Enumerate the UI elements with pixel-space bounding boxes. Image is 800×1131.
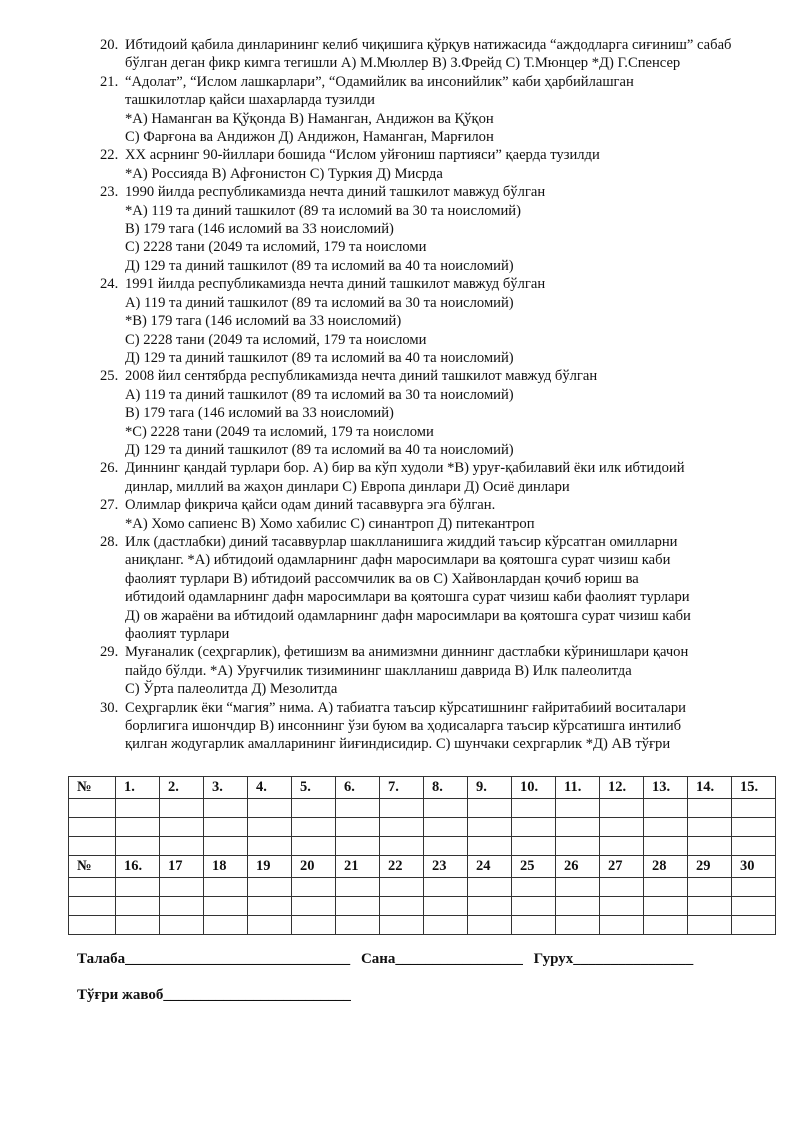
answer-cell[interactable] bbox=[600, 818, 644, 837]
answer-cell[interactable] bbox=[69, 897, 116, 916]
question-line: Диннинг қандай турлари бор. А) бир ва кўп худоли *В) уруғ-қабилавий ёки илк ибтидоий bbox=[125, 460, 685, 477]
question-number-cell: 5. bbox=[292, 777, 336, 799]
question-line: А) 119 та диний ташкилот (89 та исломий ва 30 та ноисломий) bbox=[125, 386, 514, 403]
answer-cell[interactable] bbox=[468, 916, 512, 935]
answer-cell[interactable] bbox=[336, 837, 380, 856]
answer-cell[interactable] bbox=[336, 818, 380, 837]
question-line: *А) Хомо сапиенс В) Хомо хабилис С) синантроп Д) питекантроп bbox=[125, 515, 535, 532]
answer-cell[interactable] bbox=[336, 799, 380, 818]
question-line: В) 179 тага (146 исломий ва 33 ноисломий) bbox=[125, 221, 394, 238]
question-number-cell: 22 bbox=[380, 856, 424, 878]
question-number-cell: 17 bbox=[160, 856, 204, 878]
answer-cell[interactable] bbox=[688, 799, 732, 818]
answer-cell[interactable] bbox=[336, 878, 380, 897]
answer-cell[interactable] bbox=[556, 837, 600, 856]
answer-cell[interactable] bbox=[204, 837, 248, 856]
answer-cell[interactable] bbox=[556, 897, 600, 916]
answer-cell[interactable] bbox=[160, 799, 204, 818]
answer-cell[interactable] bbox=[380, 897, 424, 916]
question-number-cell: 18 bbox=[204, 856, 248, 878]
answer-cell[interactable] bbox=[556, 916, 600, 935]
question-line: *А) Наманган ва Қўқонда В) Наманган, Андижон ва Қўқон bbox=[125, 110, 494, 127]
answer-cell[interactable] bbox=[380, 799, 424, 818]
answer-cell[interactable] bbox=[336, 897, 380, 916]
question-item bbox=[100, 36, 760, 73]
question-number-cell: 12. bbox=[600, 777, 644, 799]
question-text bbox=[125, 36, 760, 73]
question-number-cell: 14. bbox=[688, 777, 732, 799]
answer-row bbox=[69, 837, 776, 856]
question-number: 21. bbox=[100, 73, 119, 90]
answer-cell[interactable] bbox=[644, 897, 688, 916]
answer-cell[interactable] bbox=[292, 916, 336, 935]
answer-cell[interactable] bbox=[600, 897, 644, 916]
question-number-cell: 24 bbox=[468, 856, 512, 878]
answer-cell[interactable] bbox=[424, 818, 468, 837]
question-number-cell: 13. bbox=[644, 777, 688, 799]
question-number: 24. bbox=[100, 276, 119, 293]
answer-cell[interactable] bbox=[600, 837, 644, 856]
question-line: Олимлар фикрича қайси одам диний тасаввурга эга бўлган. bbox=[125, 497, 496, 514]
answer-cell[interactable] bbox=[248, 799, 292, 818]
answer-cell[interactable] bbox=[732, 818, 776, 837]
answer-row bbox=[69, 818, 776, 837]
question-line: аниқланг. *А) ибтидоий одамларнинг дафн маросимлари ва қоятошга сурат чизиш каби bbox=[125, 552, 671, 569]
answer-cell[interactable] bbox=[468, 878, 512, 897]
answer-cell[interactable] bbox=[160, 837, 204, 856]
question-text bbox=[125, 643, 760, 698]
answer-cell[interactable] bbox=[424, 837, 468, 856]
answer-cell[interactable] bbox=[292, 818, 336, 837]
answer-cell[interactable] bbox=[116, 799, 160, 818]
question-number-cell: 10. bbox=[512, 777, 556, 799]
question-line: *А) Россияда В) Афғонистон С) Туркия Д) Мисрда bbox=[125, 165, 443, 182]
answer-cell[interactable] bbox=[424, 878, 468, 897]
answer-cell[interactable] bbox=[688, 878, 732, 897]
question-text bbox=[125, 459, 760, 496]
question-number-cell: 27 bbox=[600, 856, 644, 878]
answer-cell[interactable] bbox=[688, 837, 732, 856]
question-item bbox=[100, 643, 760, 698]
question-number-cell: 7. bbox=[380, 777, 424, 799]
answer-cell[interactable] bbox=[732, 799, 776, 818]
correct-answers-field[interactable]: Тўғри жавоб_________________________ bbox=[77, 987, 351, 1003]
question-line: С) Ўрта палеолитда Д) Мезолитда bbox=[125, 681, 338, 698]
answer-cell[interactable] bbox=[160, 897, 204, 916]
question-line: бўлган деган фикр кимга тегишли А) М.Мюллер В) З.Фрейд С) Т.Мюнцер *Д) Г.Спенсер bbox=[125, 55, 681, 72]
answer-cell[interactable] bbox=[732, 897, 776, 916]
question-line: 1991 йилда республикамизда нечта диний ташкилот мавжуд бўлган bbox=[125, 276, 546, 293]
question-line: Д) 129 та диний ташкилот (89 та исломий ва 40 та ноисломий) bbox=[125, 257, 514, 274]
number-sign-cell: № bbox=[69, 856, 116, 878]
question-line: 1990 йилда республикамизда нечта диний ташкилот мавжуд бўлган bbox=[125, 184, 546, 201]
question-number-cell: 11. bbox=[556, 777, 600, 799]
question-line: қилган жодугарлик амалларининг йиғиндисидир. С) шунчаки сехргарлик *Д) АВ тўғри bbox=[125, 736, 671, 753]
answer-cell[interactable] bbox=[512, 818, 556, 837]
answer-cell[interactable] bbox=[69, 916, 116, 935]
question-item bbox=[100, 699, 760, 754]
question-number: 30. bbox=[100, 699, 119, 716]
group-field[interactable]: Гурух________________ bbox=[533, 951, 694, 967]
question-number: 23. bbox=[100, 184, 119, 201]
answer-header-row bbox=[69, 856, 776, 878]
answer-cell[interactable] bbox=[688, 818, 732, 837]
question-number: 29. bbox=[100, 644, 119, 661]
question-text bbox=[125, 699, 760, 754]
question-line: “Адолат”, “Ислом лашкарлари”, “Одамийлик ва инсонийлик” каби ҳарбийлашган bbox=[125, 73, 634, 90]
answer-cell[interactable] bbox=[116, 837, 160, 856]
question-number-cell: 15. bbox=[732, 777, 776, 799]
answer-cell[interactable] bbox=[380, 916, 424, 935]
answer-cell[interactable] bbox=[160, 878, 204, 897]
question-number: 20. bbox=[100, 37, 119, 53]
answer-cell[interactable] bbox=[292, 837, 336, 856]
answer-cell[interactable] bbox=[512, 837, 556, 856]
answer-cell[interactable] bbox=[69, 878, 116, 897]
question-number: 27. bbox=[100, 497, 119, 514]
answer-cell[interactable] bbox=[380, 837, 424, 856]
answer-cell[interactable] bbox=[248, 878, 292, 897]
answer-cell[interactable] bbox=[204, 818, 248, 837]
question-number-cell: 16. bbox=[116, 856, 160, 878]
question-line: ташкилотлар қайси шахарларда тузилди bbox=[125, 92, 375, 109]
answer-cell[interactable] bbox=[160, 818, 204, 837]
date-field[interactable]: Сана_________________ bbox=[360, 951, 523, 967]
question-line: С) Фарғона ва Андижон Д) Андижон, Наманган, Марғилон bbox=[125, 129, 494, 146]
answer-cell[interactable] bbox=[380, 878, 424, 897]
answer-row bbox=[69, 799, 776, 818]
question-number-cell: 29 bbox=[688, 856, 732, 878]
answer-cell[interactable] bbox=[69, 818, 116, 837]
answer-cell[interactable] bbox=[248, 837, 292, 856]
answer-cell[interactable] bbox=[732, 916, 776, 935]
question-item bbox=[100, 275, 760, 367]
answer-cell[interactable] bbox=[644, 818, 688, 837]
question-number-cell: 26 bbox=[556, 856, 600, 878]
answer-cell[interactable] bbox=[424, 897, 468, 916]
question-number: 28. bbox=[100, 533, 119, 550]
answer-cell[interactable] bbox=[688, 897, 732, 916]
question-line: фаолият турлари bbox=[125, 626, 230, 642]
question-line: *В) 179 тага (146 исломий ва 33 ноисломий) bbox=[125, 313, 402, 330]
question-item bbox=[100, 146, 760, 183]
question-line: Д) 129 та диний ташкилот (89 та исломий ва 40 та ноисломий) bbox=[125, 349, 514, 366]
question-number-cell: 20 bbox=[292, 856, 336, 878]
question-number: 22. bbox=[100, 147, 119, 164]
question-number-cell: 6. bbox=[336, 777, 380, 799]
question-line: Д) 129 та диний ташкилот (89 та исломий ва 40 та ноисломий) bbox=[125, 441, 514, 458]
question-line: пайдо бўлди. *А) Уруғчилик тизимининг шаклланиш даврида В) Илк палеолитда bbox=[125, 662, 632, 679]
answer-cell[interactable] bbox=[204, 897, 248, 916]
answer-cell[interactable] bbox=[424, 916, 468, 935]
answer-cell[interactable] bbox=[468, 818, 512, 837]
answer-cell[interactable] bbox=[512, 897, 556, 916]
answer-cell[interactable] bbox=[600, 878, 644, 897]
question-line: Сеҳргарлик ёки “магия” нима. А) табиатга таъсир кўрсатишнинг ғайритабиий воситалари bbox=[125, 699, 686, 716]
answer-cell[interactable] bbox=[644, 799, 688, 818]
question-item bbox=[100, 367, 760, 459]
answer-row bbox=[69, 916, 776, 935]
question-line: Муғаналик (сеҳргарлик), фетишизм ва анимизмни диннинг дастлабки кўринишлари қачон bbox=[125, 644, 689, 661]
question-number-cell: 8. bbox=[424, 777, 468, 799]
answer-cell[interactable] bbox=[468, 897, 512, 916]
question-item bbox=[100, 183, 760, 275]
answer-row bbox=[69, 897, 776, 916]
answer-cell[interactable] bbox=[204, 878, 248, 897]
question-number-cell: 1. bbox=[116, 777, 160, 799]
answer-grid bbox=[68, 776, 776, 935]
answer-cell[interactable] bbox=[292, 878, 336, 897]
answer-cell[interactable] bbox=[204, 799, 248, 818]
answer-cell[interactable] bbox=[292, 897, 336, 916]
answer-cell[interactable] bbox=[204, 916, 248, 935]
answer-cell[interactable] bbox=[512, 799, 556, 818]
student-field[interactable]: Талаба______________________________ bbox=[77, 951, 351, 967]
answer-cell[interactable] bbox=[336, 916, 380, 935]
question-text bbox=[125, 275, 760, 367]
question-line: 2008 йил сентябрда республикамизда нечта диний ташкилот мавжуд бўлган bbox=[125, 368, 598, 385]
question-number: 26. bbox=[100, 460, 119, 477]
question-line: *С) 2228 тани (2049 та исломий, 179 та ноисломи bbox=[125, 423, 434, 440]
question-line: борлигига ишончдир В) инсоннинг ўзи буюм ва ҳодисаларга таъсир кўрсатишга интилиб bbox=[125, 718, 682, 735]
question-number-cell: 21 bbox=[336, 856, 380, 878]
answer-row bbox=[69, 878, 776, 897]
answer-cell[interactable] bbox=[116, 818, 160, 837]
question-line: фаолият турлари В) ибтидоий рассомчилик ва ов С) Хайвонлардан қочиб юриш ва bbox=[125, 570, 639, 587]
question-number-cell: 4. bbox=[248, 777, 292, 799]
answer-cell[interactable] bbox=[248, 916, 292, 935]
question-number-cell: 23 bbox=[424, 856, 468, 878]
question-text bbox=[125, 367, 760, 459]
answer-cell[interactable] bbox=[424, 799, 468, 818]
question-item bbox=[100, 73, 760, 147]
answer-header-row bbox=[69, 777, 776, 799]
answer-cell[interactable] bbox=[644, 916, 688, 935]
answer-cell[interactable] bbox=[380, 818, 424, 837]
question-text bbox=[125, 183, 760, 275]
answer-cell[interactable] bbox=[600, 799, 644, 818]
question-line: С) 2228 тани (2049 та исломий, 179 та ноисломи bbox=[125, 239, 427, 256]
question-text bbox=[125, 73, 760, 147]
answer-cell[interactable] bbox=[292, 799, 336, 818]
answer-cell[interactable] bbox=[69, 837, 116, 856]
number-sign-cell: № bbox=[69, 777, 116, 799]
answer-cell[interactable] bbox=[644, 878, 688, 897]
answer-cell[interactable] bbox=[732, 837, 776, 856]
question-number: 25. bbox=[100, 368, 119, 385]
question-line: С) 2228 тани (2049 та исломий, 179 та ноисломи bbox=[125, 331, 427, 348]
question-text bbox=[125, 146, 760, 183]
answer-cell[interactable] bbox=[248, 818, 292, 837]
answer-cell[interactable] bbox=[512, 878, 556, 897]
question-number-cell: 3. bbox=[204, 777, 248, 799]
answer-cell[interactable] bbox=[160, 916, 204, 935]
question-text bbox=[125, 533, 760, 643]
answer-cell[interactable] bbox=[556, 878, 600, 897]
question-number-cell: 30 bbox=[732, 856, 776, 878]
answer-cell[interactable] bbox=[688, 916, 732, 935]
question-item bbox=[100, 496, 760, 533]
answer-cell[interactable] bbox=[732, 878, 776, 897]
question-line: *А) 119 та диний ташкилот (89 та исломий ва 30 та ноисломий) bbox=[125, 202, 521, 219]
question-item bbox=[100, 459, 760, 496]
answer-cell[interactable] bbox=[556, 799, 600, 818]
question-text bbox=[125, 496, 760, 533]
answer-cell[interactable] bbox=[116, 897, 160, 916]
footer-correct bbox=[77, 987, 351, 1004]
question-line: динлар, миллий ва жаҳон динлари С) Европа динлари Д) Осиё динлари bbox=[125, 478, 570, 495]
answer-cell[interactable] bbox=[468, 837, 512, 856]
question-line: XX асрнинг 90-йиллари бошида “Ислом уйғониш партияси” қаерда тузилди bbox=[125, 147, 600, 164]
answer-cell[interactable] bbox=[468, 799, 512, 818]
answer-cell[interactable] bbox=[556, 818, 600, 837]
question-number-cell: 2. bbox=[160, 777, 204, 799]
question-line: Ибтидоий қабила динларининг келиб чиқишига қўрқув натижасида “аждодларга сиғиниш” сабаб bbox=[125, 37, 732, 53]
question-item bbox=[100, 533, 760, 643]
question-line: В) 179 тага (146 исломий ва 33 ноисломий) bbox=[125, 405, 394, 422]
question-number-cell: 25 bbox=[512, 856, 556, 878]
answer-cell[interactable] bbox=[69, 799, 116, 818]
answer-cell[interactable] bbox=[512, 916, 556, 935]
answer-cell[interactable] bbox=[600, 916, 644, 935]
answer-cell[interactable] bbox=[248, 897, 292, 916]
footer-fields bbox=[77, 951, 700, 968]
question-list bbox=[100, 36, 760, 754]
question-number-cell: 9. bbox=[468, 777, 512, 799]
question-number-cell: 28 bbox=[644, 856, 688, 878]
question-number-cell: 19 bbox=[248, 856, 292, 878]
question-line: ибтидоий одамларнинг дафн маросимлари ва қоятошга сурат чизиш каби фаолият турлари bbox=[125, 589, 690, 606]
answer-cell[interactable] bbox=[644, 837, 688, 856]
answer-cell[interactable] bbox=[116, 916, 160, 935]
question-line: А) 119 та диний ташкилот (89 та исломий ва 30 та ноисломий) bbox=[125, 294, 514, 311]
question-line: Д) ов жараёни ва ибтидоий одамларнинг дафн маросимлари ва қоятошга сурат чизиш каби bbox=[125, 607, 691, 624]
question-line: Илк (дастлабки) диний тасаввурлар шаклланишига жиддий таъсир кўрсатган омилларни bbox=[125, 533, 678, 550]
answer-cell[interactable] bbox=[116, 878, 160, 897]
